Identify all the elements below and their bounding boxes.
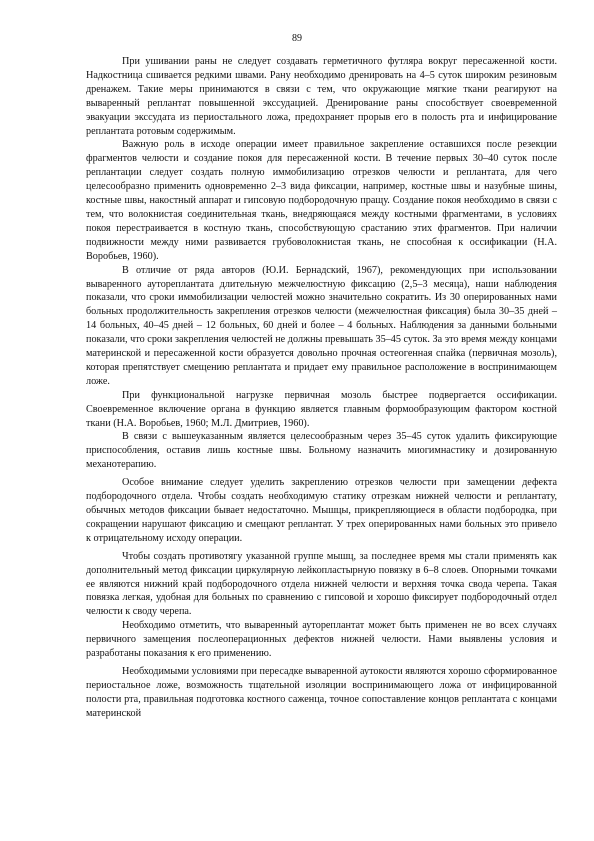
paragraph-chin-defect: Особое внимание следует уделить закреплению отрезков челюсти при замещении дефекта подбородочного отдела. Чтобы создать необходимую статику отрезкам нижней челюсти и реплантату, обычных методов фиксации бывает недостаточно. Мышцы, прикрепляющиеся в области подбородка, при сокращении нарушают фиксацию и смещают реплантат. У трех оперированных нами больных это привело к отрицательному исходу операции. bbox=[86, 477, 557, 544]
paragraph-immobilization-terms: В отличие от ряда авторов (Ю.И. Бернадский, 1967), рекомендующих при использовании вываренного аутореплантата длительную межчелюстную фиксацию (2,5–3 месяца), наши наблюдения показали, что сроки иммобилизации челюстей можно значительно сократить. Из 30 оперированных нами больных продолжительность закрепления отрезков челюсти (межчелюстная фиксация) была 30–35 дней – 14 больных, 40–45 дней – 12 больных, 60 дней и более – 4 больных. Наблюдения за данными больными показали, что сроки закрепления челюстей не должны превышать 35–45 суток. За это время между концами материнской и пересаженной кости образуется довольно прочная остеогенная спайка (первичная мозоль), которая препятствует смещению реплантата и придает ему правильное расположение в воспринимающем ложе. bbox=[86, 264, 557, 387]
paragraph-conditions: Необходимыми условиями при пересадке вываренной аутокости являются хорошо сформированное периостальное ложе, возможность тщательной изоляции воспринимающего ложа от инфицированной полости рта, правильная подготовка костного саженца, точное сопоставление концов реплантата с концами материнской bbox=[86, 665, 557, 719]
paragraph-remove-fixation: В связи с вышеуказанным является целесообразным через 35–45 суток удалить фиксирующие приспособления, оставив лишь костные швы. Больному назначить миогимнастику и дозированную механотерапию. bbox=[86, 431, 557, 471]
paragraph-bandage: Чтобы создать противотягу указанной группе мышц, за последнее время мы стали применять как дополнительный метод фиксации циркулярную лейкопластырную повязку в 6–8 слоев. Опорными точками ее являются нижний край подбородочного отдела нижней челюсти и верхняя точка свода черепа. Такая повязка легкая, удобная для больных по сравнению с гипсовой и хорошо фиксирует подбородочный отдел челюсти к своду черепа. bbox=[86, 550, 557, 618]
paragraph-functional-load: При функциональной нагрузке первичная мозоль быстрее подвергается оссификации. Своевременное включение органа в функцию является главным формообразующим фактором костной ткани (Н.А. Воробьев, 1960; М.Л. Дмитриев, 1960). bbox=[86, 389, 557, 429]
paragraph-fragment-fixation: Важную роль в исходе операции имеет правильное закрепление оставшихся после резекции фрагментов челюсти и создание покоя для пересаженной кости. В течение первых 30–40 суток после реплантации следует создать полную иммобилизацию отрезков челюсти и реплантата, для чего целесообразно применить одновременно 2–3 вида фиксации, например, костные швы и назубные шины, костные швы, накостный аппарат и гипсовую подбородочную пращу. Создание покоя необходимо в связи с тем, что волокнистая соединительная ткань, внедряющаяся между костными фрагментами, в условиях покоя перестраивается в костную ткань, способствующую срастанию этих фрагментов. При наличии подвижности между ними развивается грубоволокнистая ткань, не способная к оссификации (Н.А. Воробьев, 1960). bbox=[86, 139, 557, 262]
page-number: 89 bbox=[292, 33, 302, 44]
paragraph-indications: Необходимо отметить, что вываренный аутореплантат может быть применен не во всех случаях первичного замещения послеоперационных дефектов нижней челюсти. Нами выявлены условия и разработаны показания к его применению. bbox=[86, 620, 557, 660]
page-body bbox=[86, 55, 557, 721]
paragraph-wound-suturing: При ушивании раны не следует создавать герметичного футляра вокруг пересаженной кости. Надкостница сшивается редкими швами. Рану необходимо дренировать на 4–5 суток широким резиновым дренажем. Такие меры принимаются в связи с тем, что окружающие мягкие ткани реагируют на вываренный реплантат повышенной экссудацией. Дренирование раны способствует своевременной эвакуации экссудата из периостального ложа, предохраняет прорыв его в полость рта и инфицирование реплантата ротовым содержимым. bbox=[86, 56, 557, 137]
